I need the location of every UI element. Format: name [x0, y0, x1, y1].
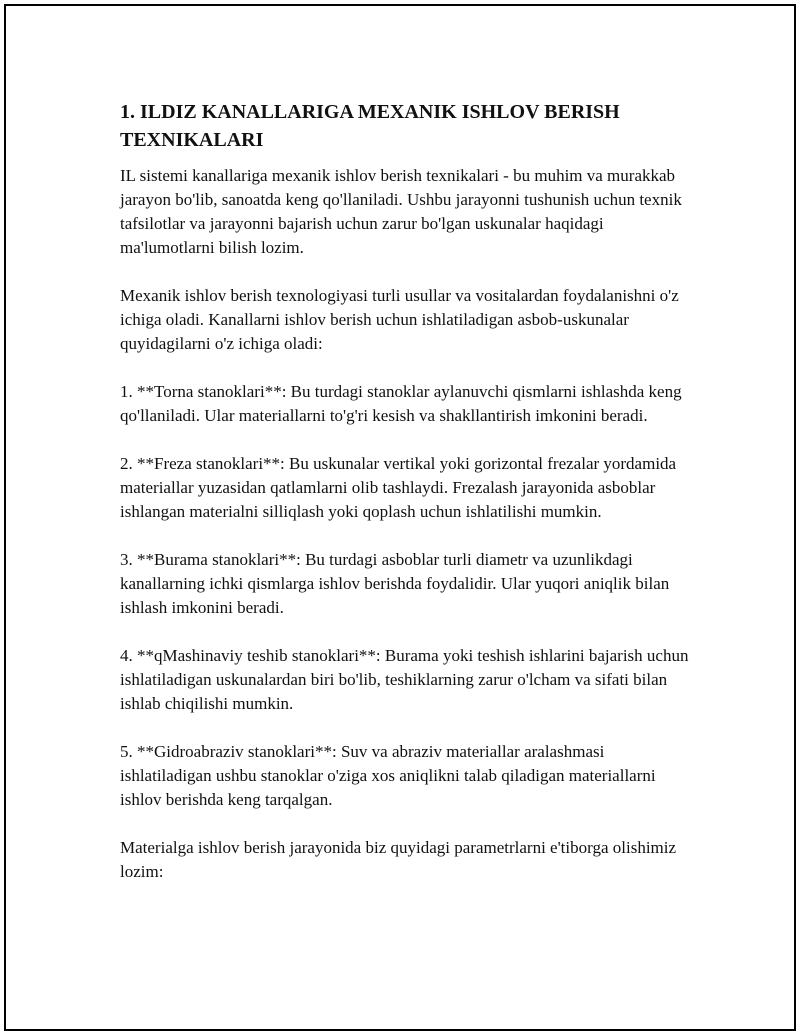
document-title: 1. ILDIZ KANALLARIGA MEXANIK ISHLOV BERISH TEXNIKALARI [120, 101, 620, 151]
paragraph-intro: IL sistemi kanallariga mexanik ishlov berish texnikalari - bu muhim va murakkab jarayon bo'lib, sanoatda keng qo'llaniladi. Ushbu jarayonni tushunish uchun texnik tafsilotlar va jarayonni bajarish uchun zarur bo'lgan uskunalar haqidagi ma'lumotlarni bilish lozim. [120, 166, 682, 257]
list-item-freza: 2. **Freza stanoklari**: Bu uskunalar vertikal yoki gorizontal frezalar yordamida materiallar yuzasidan qatlamlarni olib tashlaydi. Frezalash jarayonida asboblar ishlangan materialni silliqlash yoki qoplash uchun ishlatilishi mumkin. [120, 454, 677, 521]
list-item-torna: 1. **Torna stanoklari**: Bu turdagi stanoklar aylanuvchi qismlarni ishlashda keng qo'llaniladi. Ular materiallarni to'g'ri kesish va shakllantirish imkonini beradi. [120, 382, 682, 425]
list-item-gidroabraziv: 5. **Gidroabraziv stanoklari**: Suv va abraziv materiallar aralashmasi ishlatiladigan ushbu stanoklar o'ziga xos aniqlikni talab qiladigan materiallarni ishlov berishda keng tarqalgan. [120, 742, 656, 809]
list-item-burama: 3. **Burama stanoklari**: Bu turdagi asboblar turli diametr va uzunlikdagi kanallarning ichki qismlarga ishlov berishda foydalidir. Ular yuqori aniqlik bilan ishlash imkonini beradi. [120, 550, 670, 617]
page-frame [4, 4, 796, 1031]
paragraph-technology: Mexanik ishlov berish texnologiyasi turli usullar va vositalardan foydalanishni o'z ichiga oladi. Kanallarni ishlov berish uchun ishlatiladigan asbob-uskunalar quyidagilarni o'z ichiga oladi: [120, 286, 679, 353]
document-body [120, 98, 700, 908]
list-item-teshib: 4. **qMashinaviy teshib stanoklari**: Burama yoki teshish ishlarini bajarish uchun ishlatiladigan uskunalardan biri bo'lib, teshiklarning zarur o'lcham va sifati bilan ishlab chiqilishi mumkin. [120, 646, 689, 713]
paragraph-parameters: Materialga ishlov berish jarayonida biz quyidagi parametrlarni e'tiborga olishimiz lozim: [120, 838, 677, 881]
